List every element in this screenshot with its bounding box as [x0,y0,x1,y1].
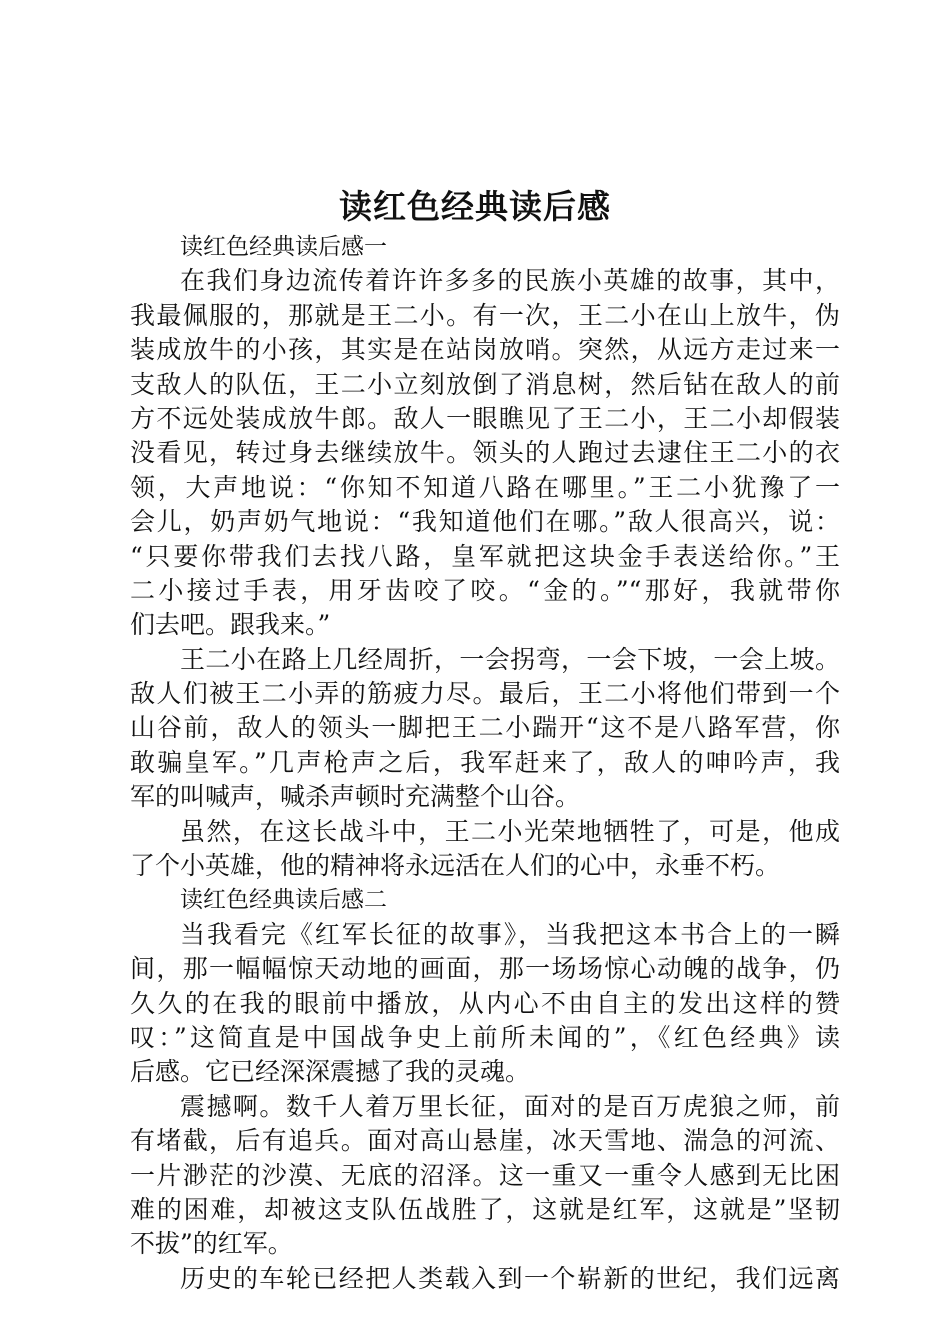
text-line: 敌人们被王二小弄的筋疲力尽。最后，王二小将他们带到一个 [130,679,840,709]
document-body [130,230,840,1296]
text-line: 敢骗皇军。”几声枪声之后，我军赶来了，敌人的呻吟声，我 [130,747,840,777]
section-heading-1: 读红色经典读后感一 [180,234,387,260]
text-line: 不拔”的红军。 [130,1229,293,1259]
text-line: 难的困难，却被这支队伍战胜了，这就是红军，这就是”坚韧 [130,1194,840,1224]
text-line: 久久的在我的眼前中播放，从内心不由自主的发出这样的赞 [130,988,840,1018]
text-line: 后感。它已经深深震撼了我的灵魂。 [130,1057,531,1087]
text-line: “只要你带我们去找八路，皇军就把这块金手表送给你。”王 [130,541,840,571]
text-line: 王二小在路上几经周折，一会拐弯，一会下坡，一会上坡。 [180,644,840,674]
text-line: 支敌人的队伍，王二小立刻放倒了消息树，然后钻在敌人的前 [130,369,840,399]
text-line: 一片渺茫的沙漠、无底的沼泽。这一重又一重令人感到无比困 [130,1160,840,1190]
text-line: 在我们身边流传着许许多多的民族小英雄的故事，其中， [180,266,840,296]
text-line: 当我看完《红军长征的故事》，当我把这本书合上的一瞬 [180,919,840,949]
text-line: 有堵截，后有追兵。面对高山悬崖，冰天雪地、湍急的河流、 [130,1126,840,1156]
text-line: 震撼啊。数千人着万里长征，面对的是百万虎狼之师，前 [180,1091,840,1121]
text-line: 虽然，在这长战斗中，王二小光荣地牺牲了，可是，他成 [180,816,840,846]
text-line: 领，大声地说：“你知不知道八路在哪里。”王二小犹豫了一 [130,472,840,502]
text-line: 会儿，奶声奶气地说：“我知道他们在哪。”敌人很高兴，说： [130,507,840,537]
section-heading-2: 读红色经典读后感二 [180,887,387,914]
text-line: 二小接过手表，用牙齿咬了咬。“金的。”“那好，我就带你 [130,575,840,605]
text-line: 方不远处装成放牛郎。敌人一眼瞧见了王二小，王二小却假装 [130,403,840,433]
text-line: 了个小英雄，他的精神将永远活在人们的心中，永垂不朽。 [130,851,781,881]
text-line: 没看见，转过身去继续放牛。领头的人跑过去逮住王二小的衣 [130,438,840,468]
text-line: 我最佩服的，那就是王二小。有一次，王二小在山上放牛，伪 [130,300,840,330]
text-line: 们去吧。跟我来。” [130,610,331,640]
text-line: 间，那一幅幅惊天动地的画面，那一场场惊心动魄的战争，仍 [130,954,840,984]
text-line: 叹：”这简直是中国战争史上前所未闻的”，《红色经典》读 [130,1022,840,1052]
text-line: 军的叫喊声，喊杀声顿时充满整个山谷。 [130,782,581,812]
text-line: 山谷前，敌人的领头一脚把王二小踹开“这不是八路军营，你 [130,713,840,743]
text-line: 装成放牛的小孩，其实是在站岗放哨。突然，从远方走过来一 [130,335,840,365]
text-line: 历史的车轮已经把人类载入到一个崭新的世纪，我们远离 [180,1263,840,1293]
document-title: 读红色经典读后感 [339,187,611,226]
